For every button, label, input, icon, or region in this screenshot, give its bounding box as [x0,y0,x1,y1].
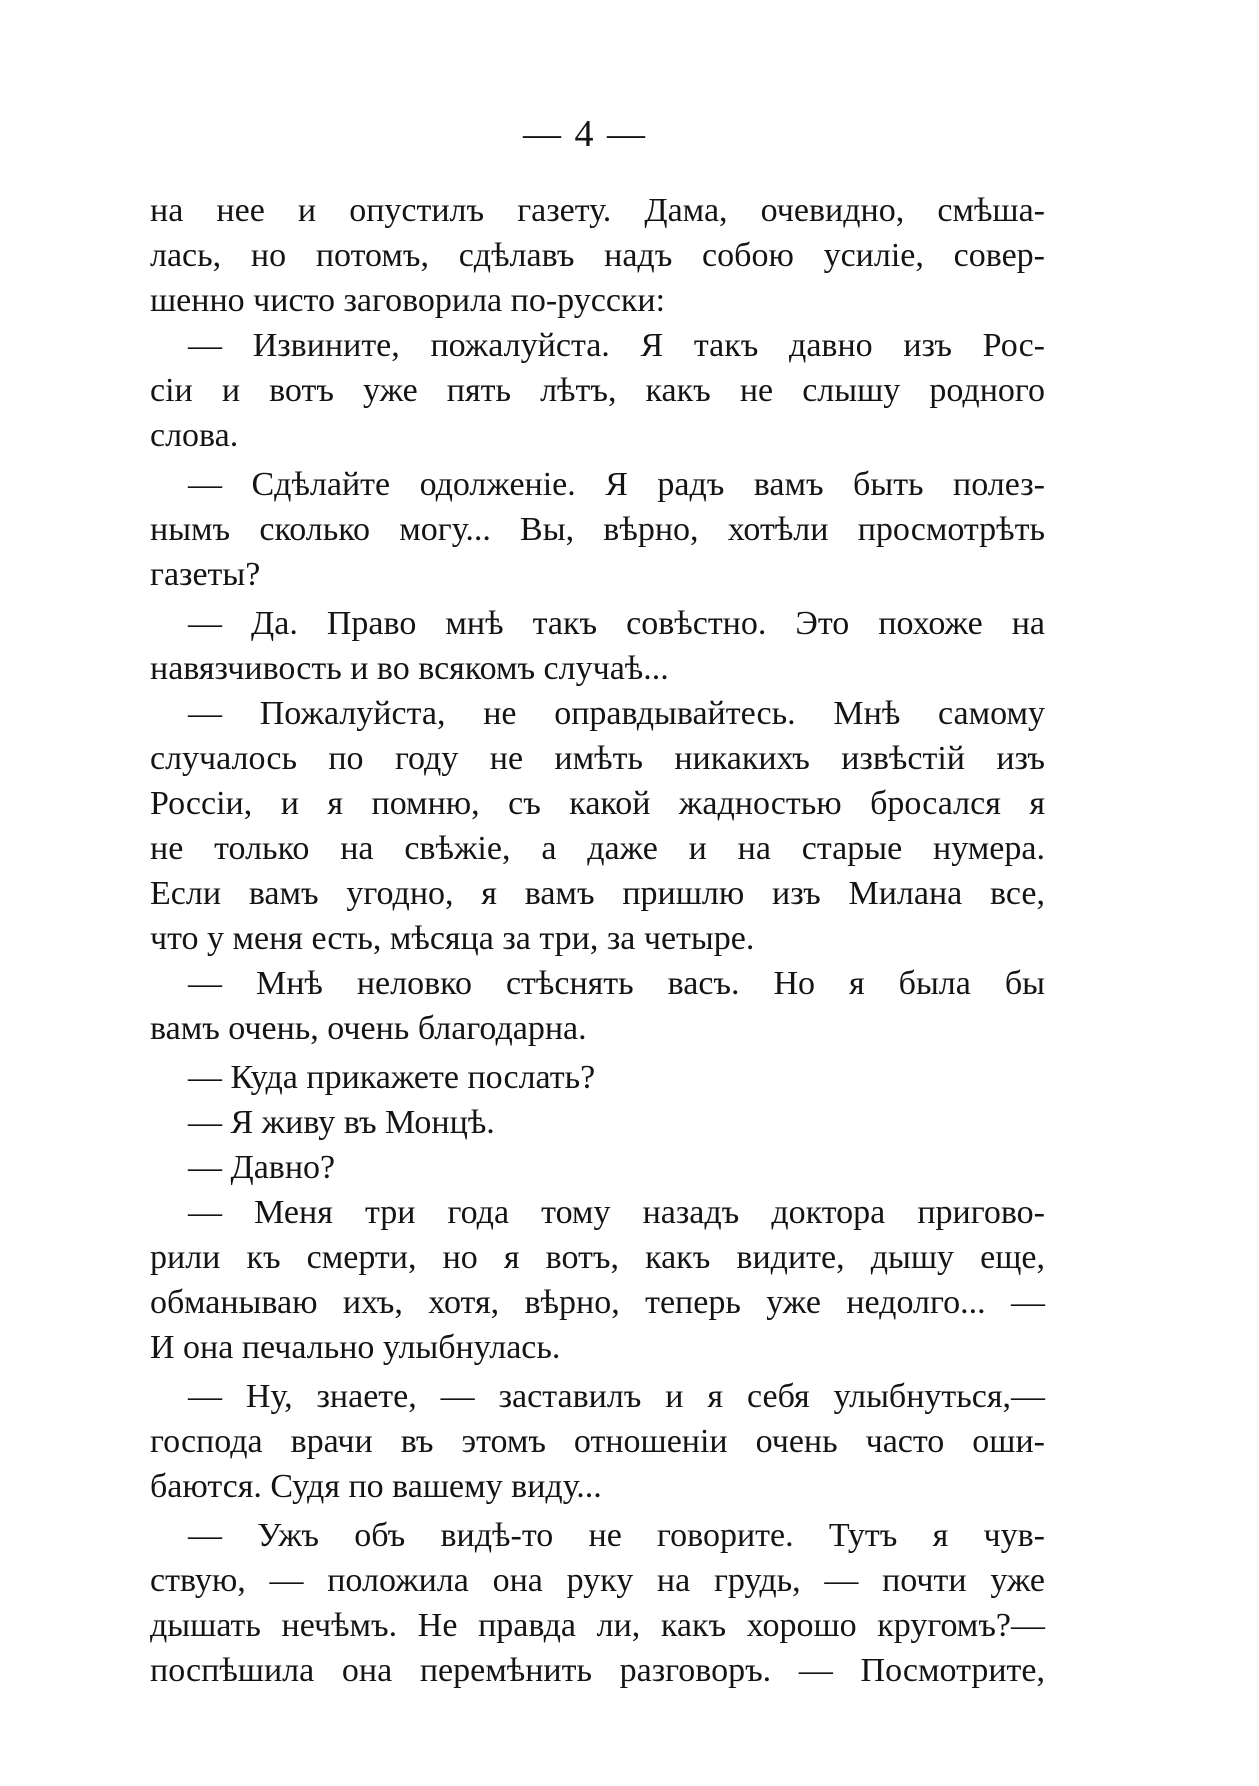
body-text [150,188,1045,1693]
text-line: И она печально улыбнулась. [150,1329,561,1366]
text-line: — Извините, пожалуйста. Я такъ давно изъ Рос- [188,327,1045,364]
text-line: — Мнѣ неловко стѣснять васъ. Но я была бы [188,965,1045,1002]
text-line: — Куда прикажете послать? [188,1059,596,1096]
text-line: что у меня есть, мѣсяца за три, за четыре. [150,920,755,957]
text-line: — Ужъ объ видѣ-то не говорите. Тутъ я чув- [188,1517,1045,1554]
text-line: баются. Судя по вашему виду... [150,1468,602,1505]
text-line: Россіи, и я помню, съ какой жадностью бросался я [150,785,1045,822]
text-line: на нее и опустилъ газету. Дама, очевидно, смѣша- [150,192,1045,229]
text-line: — Давно? [188,1149,336,1186]
text-line: ствую, — положила она руку на грудь, — почти уже [150,1562,1045,1599]
text-line: не только на свѣжіе, а даже и на старые нумера. [150,830,1045,867]
text-line: рили къ смерти, но я вотъ, какъ видите, дышу еще, [150,1239,1045,1276]
text-line: — Пожалуйста, не оправдывайтесь. Мнѣ самому [188,695,1045,732]
text-line: газеты? [150,556,261,593]
text-line: навязчивость и во всякомъ случаѣ... [150,650,669,687]
text-line: шенно чисто заговорила по-русски: [150,282,666,319]
page-number: — 4 — [523,113,647,155]
text-line: — Меня три года тому назадъ доктора пригово- [188,1194,1045,1231]
text-line: случалось по году не имѣть никакихъ извѣстій изъ [150,740,1045,777]
text-line: дышать нечѣмъ. Не правда ли, какъ хорошо кругомъ?— [150,1607,1045,1644]
text-line: — Да. Право мнѣ такъ совѣстно. Это похоже на [188,605,1045,642]
text-line: сіи и вотъ уже пять лѣтъ, какъ не слышу родного [150,372,1045,409]
text-line: поспѣшила она перемѣнить разговоръ. — Посмотрите, [150,1652,1045,1689]
text-line: слова. [150,417,239,454]
text-line: нымъ сколько могу... Вы, вѣрно, хотѣли просмотрѣть [150,511,1045,548]
text-line: — Ну, знаете, — заставилъ и я себя улыбнуться,— [188,1378,1045,1415]
text-line: лась, но потомъ, сдѣлавъ надъ собою усиліе, совер- [150,237,1045,274]
text-line: — Сдѣлайте одолженіе. Я радъ вамъ быть полез- [188,466,1045,503]
text-line: обманываю ихъ, хотя, вѣрно, теперь уже недолго... — [150,1284,1045,1321]
text-line: господа врачи въ этомъ отношеніи очень часто оши- [150,1423,1045,1460]
text-line: вамъ очень, очень благодарна. [150,1010,587,1047]
text-line: Если вамъ угодно, я вамъ пришлю изъ Милана все, [150,875,1045,912]
text-line: — Я живу въ Монцѣ. [188,1104,495,1141]
